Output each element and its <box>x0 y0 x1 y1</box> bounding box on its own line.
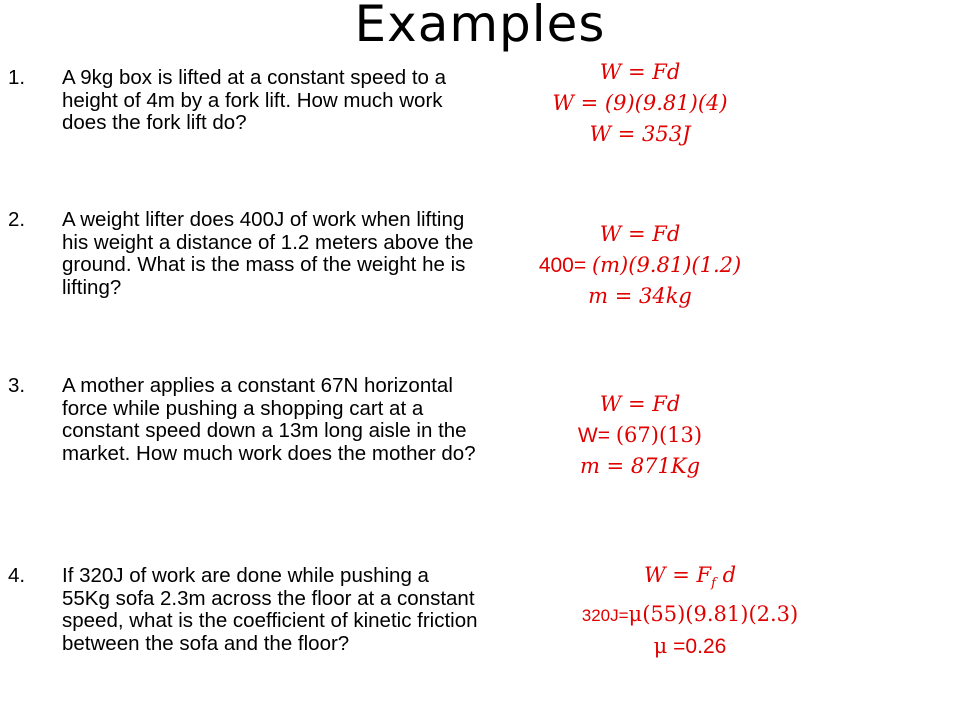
solution-substitution <box>510 599 870 631</box>
solution-formula: W = Fd <box>599 222 681 246</box>
solution-answer: W = 353J <box>589 122 691 146</box>
solution-answer <box>510 631 870 662</box>
solution-substitution-values: (55)(9.81)(2.3) <box>642 602 799 626</box>
problem-number: 2. <box>8 208 26 231</box>
solution-formula-subscript: f <box>711 576 716 591</box>
mu-symbol: μ <box>653 634 668 658</box>
problem-number: 3. <box>8 374 26 397</box>
solution-formula: W = Fd <box>599 392 681 416</box>
problem-text: If 320J of work are done while pushing a 55Kg sofa 2.3m across the floor at a constant speed, what is the coefficient of kinetic friction between the sofa and the floor? <box>62 564 478 655</box>
problem-number: 4. <box>8 564 26 587</box>
solution-4 <box>510 560 870 662</box>
solution-answer: m = 871Kg <box>579 454 701 478</box>
solution-answer-value: =0.26 <box>667 635 727 658</box>
problem-number: 1. <box>8 66 26 89</box>
slide-title: Examples <box>354 0 606 53</box>
solution-formula <box>510 560 870 599</box>
solution-answer: m = 34kg <box>588 284 692 308</box>
problem-text: A 9kg box is lifted at a constant speed to a height of 4m by a fork lift. How much work does the fork lift do? <box>62 66 447 134</box>
solution-substitution-prefix: 320J= <box>581 606 629 625</box>
solution-substitution-prefix: W= <box>577 424 616 447</box>
problem-text: A weight lifter does 400J of work when lifting his weight a distance of 1.2 meters above the ground. What is the mass of the weight he is lifting? <box>62 208 474 299</box>
solution-formula-main: W = F <box>643 563 712 587</box>
problem-text: A mother applies a constant 67N horizontal force while pushing a shopping cart at a constant speed down a 13m long aisle in the market. How much work does the mother do? <box>62 374 476 465</box>
solution-substitution-values: (m)(9.81)(1.2) <box>591 253 742 277</box>
solution-substitution-values: (67)(13) <box>615 423 703 447</box>
solution-substitution <box>460 250 820 281</box>
solution-formula: W = Fd <box>599 60 681 84</box>
solution-formula-end: d <box>715 563 737 587</box>
solution-substitution-prefix: 400= <box>538 254 592 277</box>
solution-substitution: W = (9)(9.81)(4) <box>552 91 728 115</box>
solution-2 <box>460 219 820 312</box>
mu-symbol: μ <box>628 602 643 626</box>
solution-substitution <box>460 420 820 451</box>
solution-3 <box>460 389 820 482</box>
solution-1 <box>460 57 820 150</box>
